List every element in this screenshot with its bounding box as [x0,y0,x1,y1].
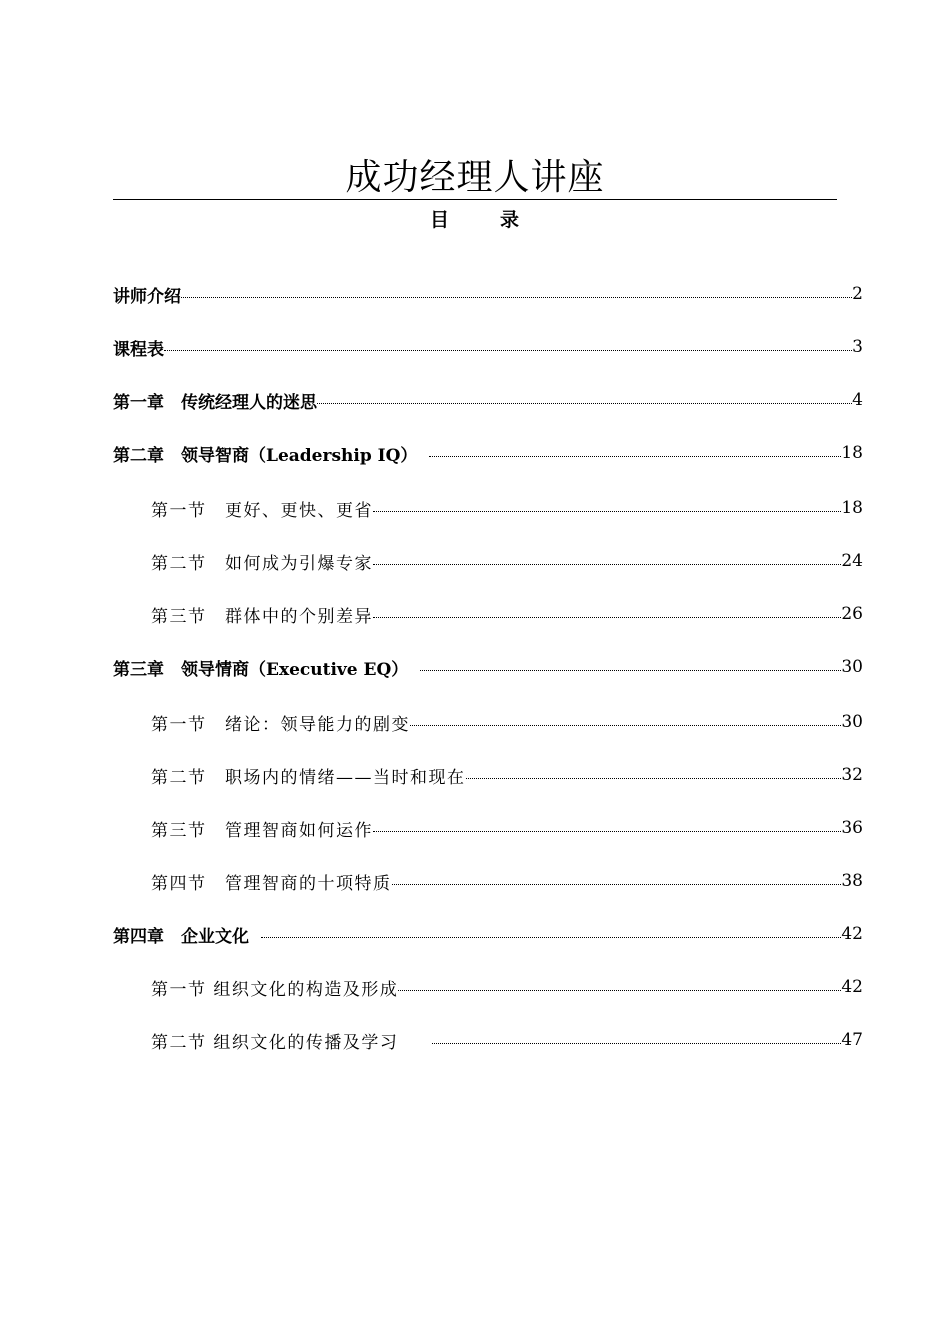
toc-dot-leader [420,670,841,671]
toc-dot-leader [466,778,842,779]
toc-page-number: 47 [841,1030,863,1050]
toc-page-number: 4 [852,390,863,410]
toc-page-number: 18 [841,498,863,518]
toc-dot-leader [373,831,841,832]
toc-heading-char-1: 目 [429,209,450,231]
toc-entry-label: 第三节 管理智商如何运作 [151,820,373,841]
toc-entry-label: 课程表 [113,339,164,360]
toc-entry-label: 第一节 更好、更快、更省 [151,500,373,521]
toc-entry-ch4-section-2[interactable] [151,1027,863,1053]
toc-entry-label: 第二节 如何成为引爆专家 [151,553,373,574]
toc-entry-ch3-section-3[interactable] [151,815,863,841]
toc-entry-ch3-section-2[interactable] [151,762,863,788]
toc-entry-ch2-section-3[interactable] [151,601,863,627]
toc-dot-leader [261,937,841,938]
toc-page-number: 24 [841,551,863,571]
toc-entry-label: 第二节 组织文化的传播及学习 [151,1032,399,1053]
toc-entry-ch2-section-2[interactable] [151,548,863,574]
toc-page-number: 3 [852,337,863,357]
toc-entry-instructor[interactable] [113,281,863,307]
toc-entry-label: 第二章 领导智商（Leadership IQ） [113,445,418,466]
toc-page-number: 32 [841,765,863,785]
toc-dot-leader [164,350,852,351]
toc-entry-label: 讲师介绍 [113,286,181,307]
toc-page-number: 18 [841,443,863,463]
toc-entry-label: 第三章 领导情商（Executive EQ） [113,659,409,680]
toc-entry-chapter-2[interactable] [113,440,863,466]
toc-dot-leader [373,511,841,512]
toc-entry-ch2-section-1[interactable] [151,495,863,521]
toc-entry-ch3-section-4[interactable] [151,868,863,894]
toc-heading-char-2: 录 [500,209,521,231]
toc-entry-label: 第一节 绪论：领导能力的剧变 [151,714,410,735]
toc-dot-leader [398,990,841,991]
toc-entry-label: 第二节 职场内的情绪——当时和现在 [151,767,466,788]
toc-page-number: 2 [852,284,863,304]
toc-dot-leader [429,456,841,457]
document-title: 成功经理人讲座 [345,157,605,198]
toc-page-number: 30 [841,712,863,732]
toc-page-number: 38 [841,871,863,891]
toc-entry-chapter-3[interactable] [113,654,863,680]
toc-dot-leader [410,725,841,726]
toc-dot-leader [392,884,842,885]
toc-entry-label: 第三节 群体中的个别差异 [151,606,373,627]
toc-dot-leader [181,297,852,298]
toc-page-number: 30 [841,657,863,677]
toc-dot-leader [373,617,841,618]
toc-entry-ch3-section-1[interactable] [151,709,863,735]
toc-entry-label: 第一章 传统经理人的迷思 [113,392,317,413]
toc-page-number: 42 [841,977,863,997]
toc-entry-ch4-section-1[interactable] [151,974,863,1000]
title-underline [113,199,837,200]
toc-entry-chapter-4[interactable] [113,921,863,947]
toc-entry-schedule[interactable] [113,334,863,360]
toc-entry-label: 第四节 管理智商的十项特质 [151,873,392,894]
toc-page-number: 36 [841,818,863,838]
toc-dot-leader [317,403,852,404]
toc-entry-label: 第一节 组织文化的构造及形成 [151,979,399,1000]
toc-page-number: 26 [841,604,863,624]
toc-page-number: 42 [841,924,863,944]
toc-dot-leader [432,1043,841,1044]
toc-entry-chapter-1[interactable] [113,387,863,413]
toc-entry-label: 第四章 企业文化 [113,926,249,947]
toc-heading [0,207,950,233]
toc-dot-leader [373,564,841,565]
